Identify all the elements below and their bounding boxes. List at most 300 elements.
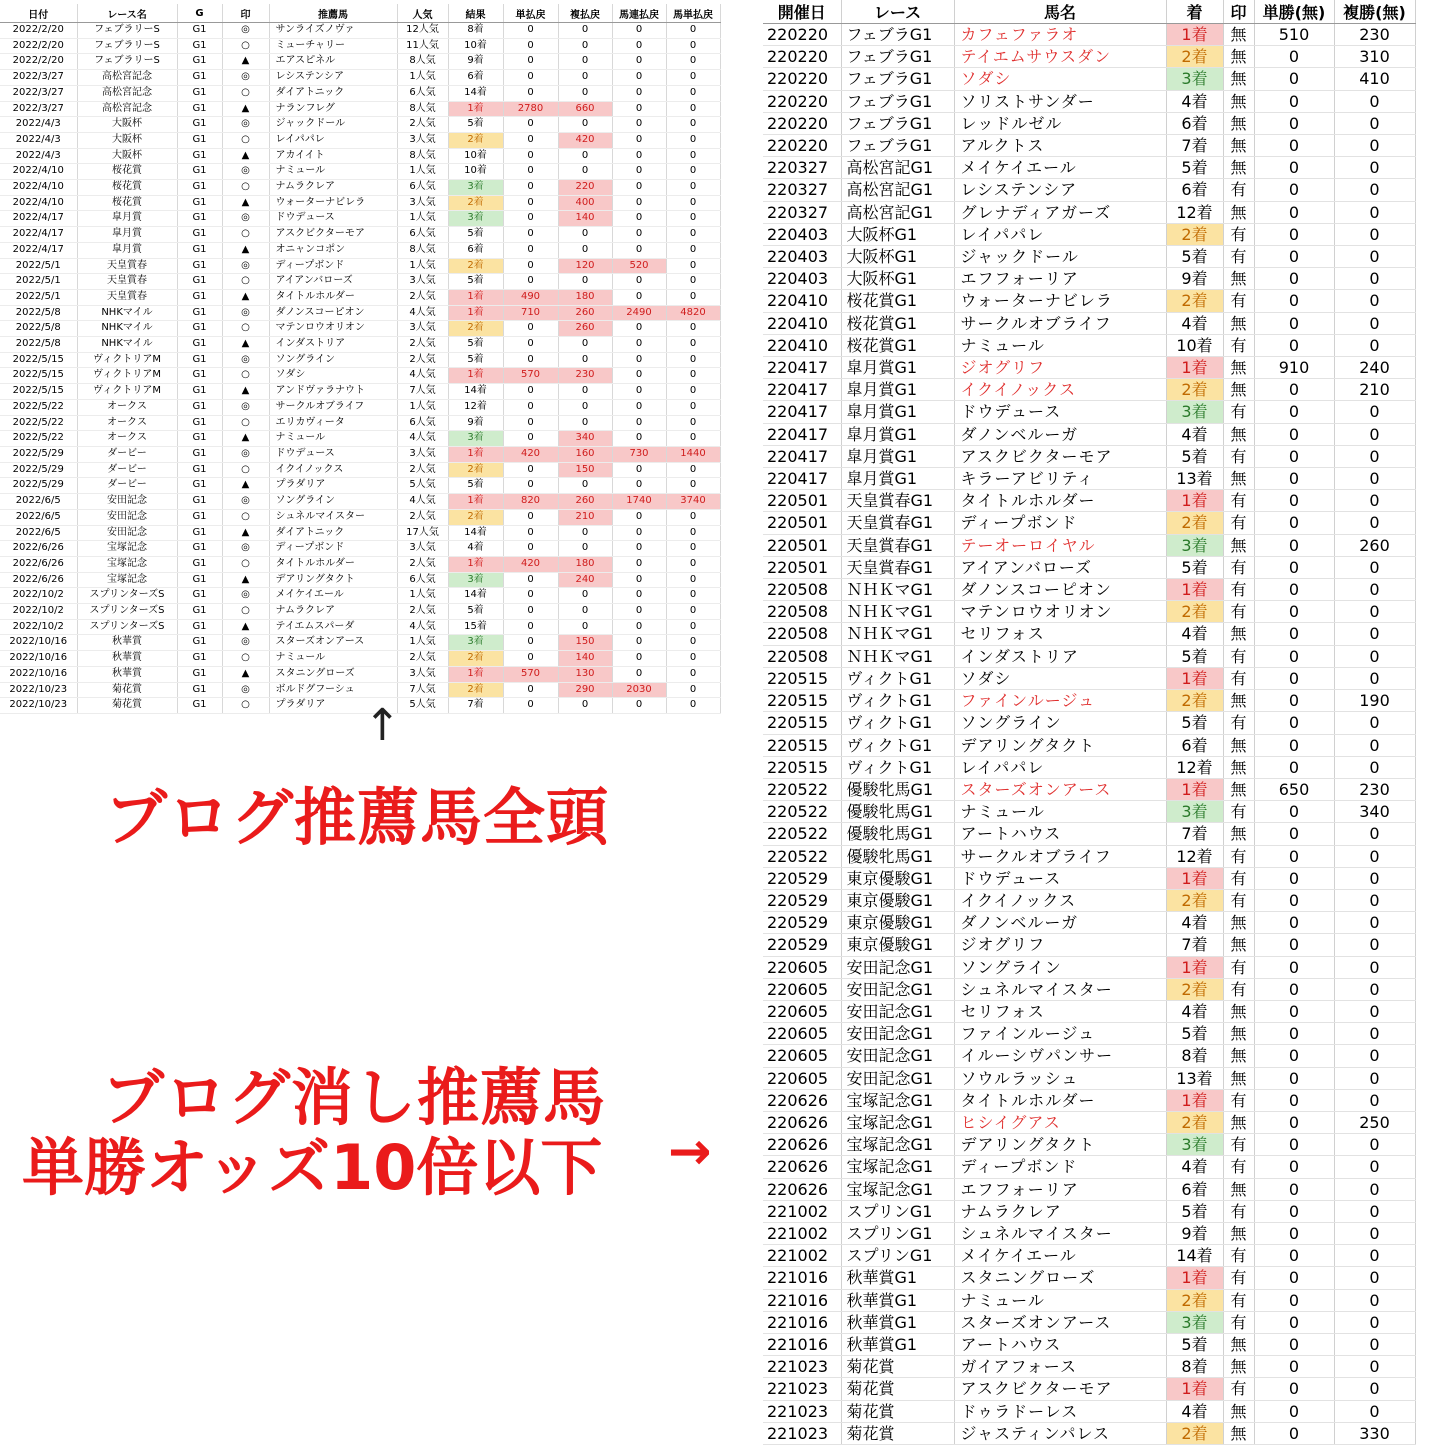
win-payout-cell: 490: [503, 289, 558, 305]
date-cell: 220501: [763, 534, 841, 556]
date-cell: 220327: [763, 201, 841, 223]
result-cell: 3着: [448, 180, 503, 196]
win-payout-cell: 0: [1254, 1045, 1334, 1067]
win-payout-cell: 0: [1254, 135, 1334, 157]
mark-cell: 無: [1223, 1422, 1254, 1444]
popularity-cell: 1人気: [397, 164, 448, 180]
race-cell: ＮＨＫマG1: [841, 579, 954, 601]
horse-cell: スタニングローズ: [954, 1267, 1166, 1289]
place-payout-cell: 260: [558, 305, 612, 321]
mark-cell: ○: [222, 462, 269, 478]
result-cell: 8着: [448, 23, 503, 39]
win-payout-cell: 0: [1254, 268, 1334, 290]
date-cell: 2022/3/27: [0, 85, 77, 101]
table-row: [0, 180, 720, 196]
horse-cell: ダノンベルーガ: [954, 423, 1166, 445]
place-payout-cell: 0: [558, 54, 612, 70]
horse-cell: アンドヴァラナウト: [269, 384, 397, 400]
race-cell: 高松宮記念: [77, 85, 177, 101]
race-cell: オークス: [77, 415, 177, 431]
table-row: [763, 1400, 1415, 1422]
win-payout-cell: 0: [1254, 601, 1334, 623]
race-cell: 宝塚記念G1: [841, 1156, 954, 1178]
mark-cell: ▲: [222, 619, 269, 635]
table-row: [0, 305, 720, 321]
table-row: [763, 157, 1415, 179]
win-payout-cell: 0: [1254, 1156, 1334, 1178]
date-cell: 220417: [763, 423, 841, 445]
table-row: [0, 148, 720, 164]
mark-cell: 有: [1223, 246, 1254, 268]
table-row: [0, 242, 720, 258]
race-cell: 菊花賞: [841, 1422, 954, 1444]
table-row: [0, 352, 720, 368]
popularity-cell: 1人気: [397, 70, 448, 86]
table-row: [0, 132, 720, 148]
grade-cell: G1: [177, 211, 222, 227]
finish-cell: 3着: [1166, 534, 1223, 556]
date-cell: 2022/10/2: [0, 604, 77, 620]
eliminated-picks-caption-line1: ブログ消し推薦馬: [102, 1061, 607, 1134]
win-payout-cell: 0: [503, 321, 558, 337]
race-cell: 皐月賞G1: [841, 379, 954, 401]
horse-cell: ソダシ: [954, 68, 1166, 90]
win-payout-cell: 0: [503, 337, 558, 353]
result-cell: 14着: [448, 525, 503, 541]
race-cell: スプリンターズS: [77, 604, 177, 620]
horse-cell: ウォーターナビレラ: [954, 290, 1166, 312]
grade-cell: G1: [177, 368, 222, 384]
place-payout-cell: 190: [1334, 690, 1415, 712]
mark-cell: 有: [1223, 1134, 1254, 1156]
grade-cell: G1: [177, 38, 222, 54]
table-row: [763, 667, 1415, 689]
win-payout-cell: 0: [1254, 423, 1334, 445]
place-payout-cell: 230: [1334, 778, 1415, 800]
horse-cell: ナミュール: [954, 334, 1166, 356]
date-cell: 220522: [763, 845, 841, 867]
date-cell: 220515: [763, 734, 841, 756]
horse-cell: ダイアトニック: [269, 85, 397, 101]
quinella-payout-cell: 2490: [612, 305, 666, 321]
grade-cell: G1: [177, 305, 222, 321]
quinella-payout-cell: 0: [612, 415, 666, 431]
race-cell: スプリンターズS: [77, 619, 177, 635]
date-cell: 220417: [763, 468, 841, 490]
grade-cell: G1: [177, 399, 222, 415]
table-row: [763, 24, 1415, 46]
result-cell: 1着: [448, 494, 503, 510]
popularity-cell: 3人気: [397, 195, 448, 211]
finish-cell: 4着: [1166, 1000, 1223, 1022]
grade-cell: G1: [177, 651, 222, 667]
race-cell: フェブラリーS: [77, 23, 177, 39]
win-payout-cell: 0: [1254, 845, 1334, 867]
mark-cell: 無: [1223, 46, 1254, 68]
table-row: [0, 509, 720, 525]
race-cell: ヴィクトG1: [841, 667, 954, 689]
table-row: [763, 46, 1415, 68]
table-row: [0, 23, 720, 39]
table-row: [763, 845, 1415, 867]
place-payout-cell: 0: [558, 227, 612, 243]
place-payout-cell: 0: [1334, 867, 1415, 889]
win-payout-cell: 0: [1254, 246, 1334, 268]
race-cell: 安田記念G1: [841, 978, 954, 1000]
place-payout-cell: 0: [1334, 179, 1415, 201]
quinella-payout-cell: 0: [612, 70, 666, 86]
win-payout-cell: 0: [1254, 1289, 1334, 1311]
mark-cell: 有: [1223, 1245, 1254, 1267]
result-cell: 3着: [448, 431, 503, 447]
date-cell: 2022/5/1: [0, 258, 77, 274]
horse-cell: ナミュール: [269, 651, 397, 667]
race-cell: 宝塚記念G1: [841, 1134, 954, 1156]
table-row: [763, 1333, 1415, 1355]
win-payout-cell: 0: [503, 415, 558, 431]
mark-cell: 無: [1223, 1356, 1254, 1378]
mark-cell: 有: [1223, 512, 1254, 534]
place-payout-cell: 0: [1334, 712, 1415, 734]
place-payout-cell: 0: [558, 70, 612, 86]
quinella-payout-cell: 0: [612, 242, 666, 258]
horse-cell: タイトルホルダー: [269, 289, 397, 305]
race-cell: 高松宮記念: [77, 70, 177, 86]
table-row: [0, 337, 720, 353]
horse-cell: シュネルマイスター: [269, 509, 397, 525]
race-cell: NHKマイル: [77, 337, 177, 353]
finish-cell: 2着: [1166, 1111, 1223, 1133]
table-row: [0, 415, 720, 431]
table-row: [763, 179, 1415, 201]
win-payout-cell: 0: [1254, 1000, 1334, 1022]
mark-cell: ▲: [222, 195, 269, 211]
date-cell: 2022/10/2: [0, 588, 77, 604]
race-cell: 桜花賞: [77, 164, 177, 180]
race-cell: 安田記念: [77, 494, 177, 510]
place-payout-cell: 0: [558, 541, 612, 557]
grade-cell: G1: [177, 132, 222, 148]
date-cell: 220515: [763, 712, 841, 734]
date-cell: 220529: [763, 912, 841, 934]
exacta-payout-cell: 0: [666, 368, 720, 384]
mark-cell: ▲: [222, 478, 269, 494]
race-cell: フェブラリーS: [77, 54, 177, 70]
date-cell: 220220: [763, 24, 841, 46]
finish-cell: 9着: [1166, 1222, 1223, 1244]
mark-cell: 無: [1223, 1400, 1254, 1422]
mark-cell: ▲: [222, 384, 269, 400]
race-cell: 優駿牝馬G1: [841, 823, 954, 845]
popularity-cell: 2人気: [397, 509, 448, 525]
table-row: [763, 357, 1415, 379]
mark-cell: 有: [1223, 1267, 1254, 1289]
grade-cell: G1: [177, 321, 222, 337]
date-cell: 220410: [763, 290, 841, 312]
horse-cell: スターズオンアース: [954, 778, 1166, 800]
exacta-payout-cell: 0: [666, 227, 720, 243]
date-cell: 221016: [763, 1267, 841, 1289]
mark-cell: ○: [222, 556, 269, 572]
table-row: [763, 934, 1415, 956]
horse-cell: エアスピネル: [269, 54, 397, 70]
horse-cell: ナミュール: [269, 164, 397, 180]
race-cell: 安田記念G1: [841, 956, 954, 978]
grade-cell: G1: [177, 85, 222, 101]
race-cell: 安田記念: [77, 509, 177, 525]
date-cell: 221023: [763, 1422, 841, 1444]
place-payout-cell: 260: [1334, 534, 1415, 556]
table-row: [763, 512, 1415, 534]
place-payout-cell: 0: [1334, 90, 1415, 112]
date-cell: 2022/4/3: [0, 117, 77, 133]
mark-cell: 無: [1223, 201, 1254, 223]
win-payout-cell: 420: [503, 446, 558, 462]
win-payout-cell: 0: [1254, 512, 1334, 534]
place-payout-cell: 150: [558, 635, 612, 651]
horse-cell: メイケイエール: [269, 588, 397, 604]
finish-cell: 2着: [1166, 512, 1223, 534]
race-cell: 優駿牝馬G1: [841, 845, 954, 867]
quinella-payout-cell: 0: [612, 211, 666, 227]
table-row: [763, 1289, 1415, 1311]
date-cell: 221023: [763, 1400, 841, 1422]
grade-cell: G1: [177, 588, 222, 604]
quinella-payout-cell: 2030: [612, 682, 666, 698]
place-payout-cell: 0: [1334, 1378, 1415, 1400]
race-cell: 皐月賞: [77, 211, 177, 227]
win-payout-cell: 0: [1254, 68, 1334, 90]
horse-cell: レイパパレ: [954, 223, 1166, 245]
win-payout-cell: 0: [1254, 1400, 1334, 1422]
quinella-payout-cell: 0: [612, 101, 666, 117]
finish-cell: 2着: [1166, 889, 1223, 911]
mark-cell: 有: [1223, 556, 1254, 578]
popularity-cell: 2人気: [397, 604, 448, 620]
win-payout-cell: 0: [1254, 157, 1334, 179]
horse-cell: ディープボンド: [954, 1156, 1166, 1178]
exacta-payout-cell: 0: [666, 525, 720, 541]
win-payout-cell: 0: [1254, 401, 1334, 423]
table-row: [0, 70, 720, 86]
finish-cell: 1着: [1166, 24, 1223, 46]
quinella-payout-cell: 0: [612, 132, 666, 148]
exacta-payout-cell: 0: [666, 619, 720, 635]
win-payout-cell: 0: [1254, 1378, 1334, 1400]
exacta-payout-cell: 0: [666, 211, 720, 227]
grade-cell: G1: [177, 101, 222, 117]
place-payout-cell: 0: [1334, 334, 1415, 356]
place-payout-cell: 0: [1334, 468, 1415, 490]
table-row: [763, 268, 1415, 290]
horse-cell: ダノンスコーピオン: [269, 305, 397, 321]
mark-cell: 無: [1223, 778, 1254, 800]
horse-cell: レシステンシア: [954, 179, 1166, 201]
date-cell: 220220: [763, 135, 841, 157]
table-row: [763, 579, 1415, 601]
finish-cell: 12着: [1166, 845, 1223, 867]
mark-cell: ◎: [222, 211, 269, 227]
grade-cell: G1: [177, 23, 222, 39]
place-payout-cell: 0: [1334, 956, 1415, 978]
place-payout-cell: 180: [558, 556, 612, 572]
mark-cell: 有: [1223, 401, 1254, 423]
left-header-cell: 馬連払戻: [612, 4, 666, 23]
win-payout-cell: 0: [1254, 956, 1334, 978]
quinella-payout-cell: 0: [612, 23, 666, 39]
finish-cell: 3着: [1166, 801, 1223, 823]
finish-cell: 3着: [1166, 401, 1223, 423]
mark-cell: 有: [1223, 1289, 1254, 1311]
win-payout-cell: 0: [503, 227, 558, 243]
finish-cell: 1着: [1166, 357, 1223, 379]
popularity-cell: 3人気: [397, 321, 448, 337]
win-payout-cell: 0: [1254, 534, 1334, 556]
popularity-cell: 3人気: [397, 541, 448, 557]
quinella-payout-cell: 0: [612, 384, 666, 400]
exacta-payout-cell: 0: [666, 399, 720, 415]
horse-cell: アートハウス: [954, 823, 1166, 845]
place-payout-cell: 410: [1334, 68, 1415, 90]
place-payout-cell: 0: [1334, 601, 1415, 623]
race-cell: スプリンG1: [841, 1200, 954, 1222]
horse-cell: ソングライン: [954, 712, 1166, 734]
table-row: [763, 379, 1415, 401]
horse-cell: デアリングタクト: [269, 572, 397, 588]
date-cell: 220522: [763, 778, 841, 800]
win-payout-cell: 0: [1254, 312, 1334, 334]
horse-cell: ナムラクレア: [269, 604, 397, 620]
win-payout-cell: 0: [1254, 912, 1334, 934]
race-cell: 大阪杯G1: [841, 268, 954, 290]
exacta-payout-cell: 0: [666, 195, 720, 211]
finish-cell: 4着: [1166, 312, 1223, 334]
mark-cell: 無: [1223, 112, 1254, 134]
place-payout-cell: 150: [558, 462, 612, 478]
table-row: [0, 525, 720, 541]
horse-cell: サークルオブライフ: [954, 312, 1166, 334]
race-cell: 天皇賞春G1: [841, 534, 954, 556]
grade-cell: G1: [177, 70, 222, 86]
mark-cell: 無: [1223, 90, 1254, 112]
win-payout-cell: 0: [1254, 379, 1334, 401]
date-cell: 2022/10/16: [0, 635, 77, 651]
race-cell: 桜花賞G1: [841, 290, 954, 312]
race-cell: 天皇賞春G1: [841, 512, 954, 534]
date-cell: 2022/10/2: [0, 619, 77, 635]
horse-cell: ソリストサンダー: [954, 90, 1166, 112]
horse-cell: ナムラクレア: [954, 1200, 1166, 1222]
grade-cell: G1: [177, 195, 222, 211]
grade-cell: G1: [177, 384, 222, 400]
win-payout-cell: 0: [503, 651, 558, 667]
race-cell: ＮＨＫマG1: [841, 601, 954, 623]
exacta-payout-cell: 0: [666, 352, 720, 368]
date-cell: 221016: [763, 1311, 841, 1333]
finish-cell: 3着: [1166, 68, 1223, 90]
race-cell: 皐月賞G1: [841, 423, 954, 445]
table-row: [0, 635, 720, 651]
date-cell: 2022/2/20: [0, 54, 77, 70]
table-row: [763, 734, 1415, 756]
table-row: [763, 889, 1415, 911]
date-cell: 220417: [763, 379, 841, 401]
date-cell: 220605: [763, 1000, 841, 1022]
table-row: [763, 490, 1415, 512]
horse-cell: アスクビクターモア: [954, 1378, 1166, 1400]
grade-cell: G1: [177, 431, 222, 447]
win-payout-cell: 0: [1254, 1311, 1334, 1333]
result-cell: 3着: [448, 211, 503, 227]
finish-cell: 2着: [1166, 1422, 1223, 1444]
horse-cell: レイパパレ: [269, 132, 397, 148]
table-row: [763, 223, 1415, 245]
horse-cell: ガイアフォース: [954, 1356, 1166, 1378]
place-payout-cell: 0: [558, 85, 612, 101]
race-cell: フェブラG1: [841, 46, 954, 68]
exacta-payout-cell: 0: [666, 321, 720, 337]
exacta-payout-cell: 0: [666, 38, 720, 54]
popularity-cell: 6人気: [397, 572, 448, 588]
table-row: [763, 623, 1415, 645]
finish-cell: 2着: [1166, 978, 1223, 1000]
mark-cell: 無: [1223, 468, 1254, 490]
mark-cell: ○: [222, 321, 269, 337]
place-payout-cell: 340: [558, 431, 612, 447]
eliminated-picks-table: [763, 0, 1416, 1445]
win-payout-cell: 0: [503, 541, 558, 557]
exacta-payout-cell: 4820: [666, 305, 720, 321]
exacta-payout-cell: 0: [666, 274, 720, 290]
mark-cell: 無: [1223, 1000, 1254, 1022]
race-cell: ヴィクトリアM: [77, 368, 177, 384]
table-row: [763, 823, 1415, 845]
result-cell: 10着: [448, 164, 503, 180]
mark-cell: 無: [1223, 912, 1254, 934]
place-payout-cell: 0: [1334, 756, 1415, 778]
mark-cell: 有: [1223, 445, 1254, 467]
finish-cell: 13着: [1166, 1067, 1223, 1089]
date-cell: 2022/5/22: [0, 415, 77, 431]
result-cell: 5着: [448, 337, 503, 353]
finish-cell: 3着: [1166, 1311, 1223, 1333]
mark-cell: 有: [1223, 1089, 1254, 1111]
race-cell: オークス: [77, 431, 177, 447]
win-payout-cell: 0: [503, 525, 558, 541]
left-header-cell: 人気: [397, 4, 448, 23]
win-payout-cell: 0: [503, 619, 558, 635]
place-payout-cell: 0: [558, 478, 612, 494]
finish-cell: 5着: [1166, 1333, 1223, 1355]
horse-cell: ナミュール: [954, 1289, 1166, 1311]
place-payout-cell: 0: [1334, 1067, 1415, 1089]
win-payout-cell: 0: [1254, 889, 1334, 911]
grade-cell: G1: [177, 242, 222, 258]
race-cell: 高松宮記G1: [841, 201, 954, 223]
place-payout-cell: 0: [1334, 268, 1415, 290]
mark-cell: ○: [222, 274, 269, 290]
grade-cell: G1: [177, 415, 222, 431]
table-row: [763, 1200, 1415, 1222]
date-cell: 220605: [763, 978, 841, 1000]
mark-cell: 無: [1223, 1045, 1254, 1067]
mark-cell: 有: [1223, 667, 1254, 689]
win-payout-cell: 0: [1254, 1023, 1334, 1045]
finish-cell: 12着: [1166, 201, 1223, 223]
table-row: [763, 468, 1415, 490]
race-cell: 皐月賞G1: [841, 445, 954, 467]
table-row: [0, 588, 720, 604]
